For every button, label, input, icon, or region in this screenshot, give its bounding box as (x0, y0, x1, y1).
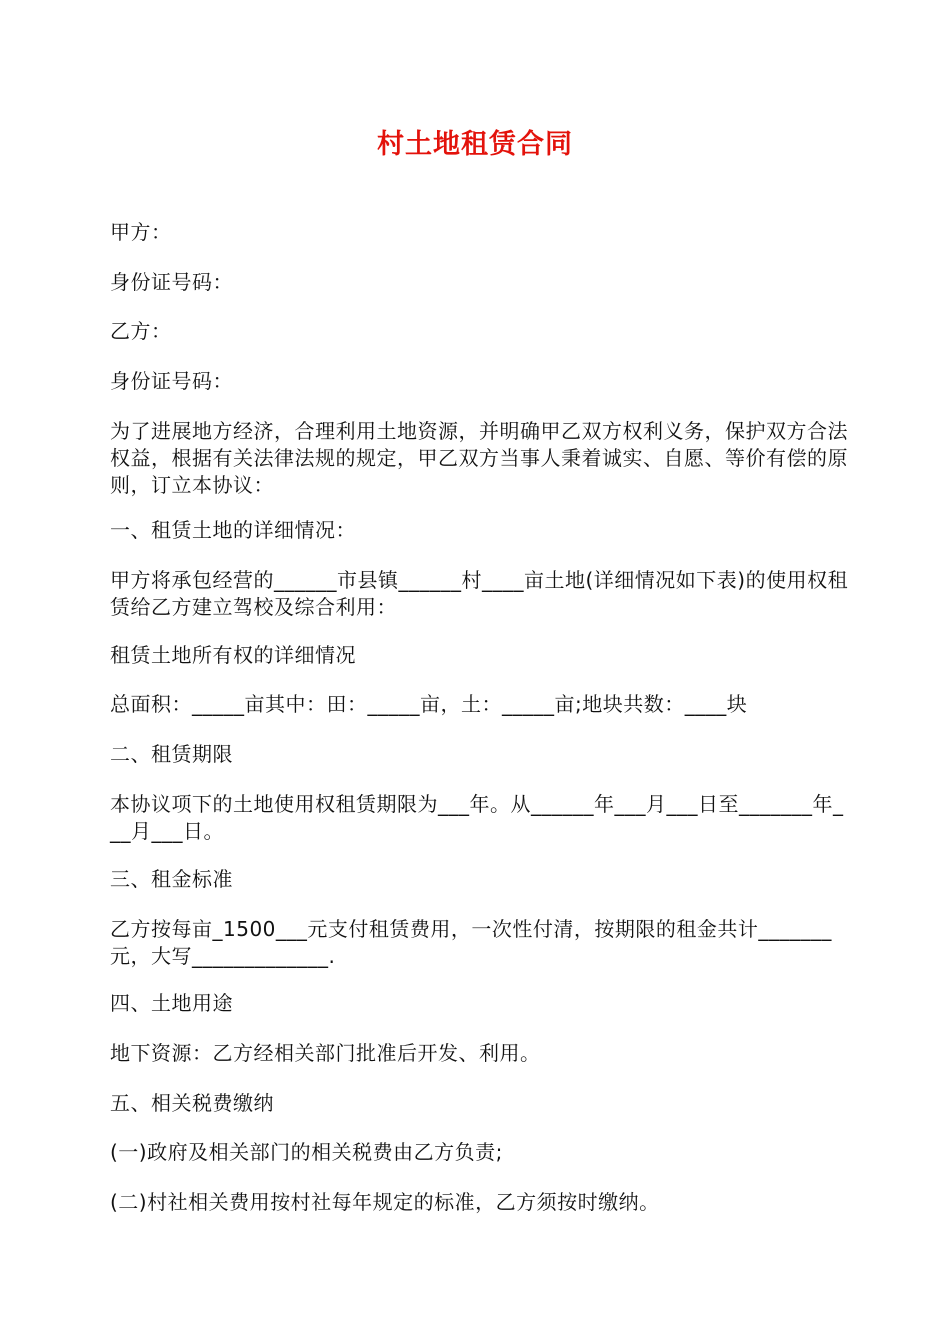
party-a-id-line: 身份证号码： (110, 270, 233, 294)
document-title: 村土地租赁合同 (377, 129, 573, 160)
total-area-line: 总面积：_____亩其中：田：_____亩，土：_____亩;地块共数：____块 (110, 692, 748, 716)
party-b-line: 乙方： (110, 319, 172, 343)
rent-standard-paragraph: 乙方按每亩_1500___元支付租赁费用，一次性付清，按期限的租金共计_______元，大写_____________. (110, 917, 832, 968)
land-lease-paragraph: 甲方将承包经营的______市县镇______村____亩土地(详细情况如下表)的使用权租赁给乙方建立驾校及综合利用： (110, 568, 849, 619)
ownership-details-line: 租赁土地所有权的详细情况 (110, 643, 356, 667)
section-1-heading: 一、租赁土地的详细情况： (110, 518, 356, 542)
lease-term-paragraph: 本协议项下的土地使用权租赁期限为___年。从______年___月___日至_______年___月___日。 (110, 792, 844, 843)
preamble-paragraph: 为了进展地方经济，合理利用土地资源，并明确甲乙双方权利义务，保护双方合法权益，根据有关法律法规的规定，甲乙双方当事人秉着诚实、自愿、等价有偿的原则，订立本协议： (110, 419, 848, 497)
party-a-line: 甲方： (110, 220, 172, 244)
party-b-id-line: 身份证号码： (110, 369, 233, 393)
tax-item-2: (二)村社相关费用按村社每年规定的标准，乙方须按时缴纳。 (110, 1190, 660, 1214)
section-3-heading: 三、租金标准 (110, 867, 233, 891)
land-use-line: 地下资源：乙方经相关部门批准后开发、利用。 (110, 1041, 541, 1065)
section-4-heading: 四、土地用途 (110, 991, 233, 1015)
tax-item-1: (一)政府及相关部门的相关税费由乙方负责; (110, 1140, 503, 1164)
section-2-heading: 二、租赁期限 (110, 742, 233, 766)
section-5-heading: 五、相关税费缴纳 (110, 1091, 274, 1115)
